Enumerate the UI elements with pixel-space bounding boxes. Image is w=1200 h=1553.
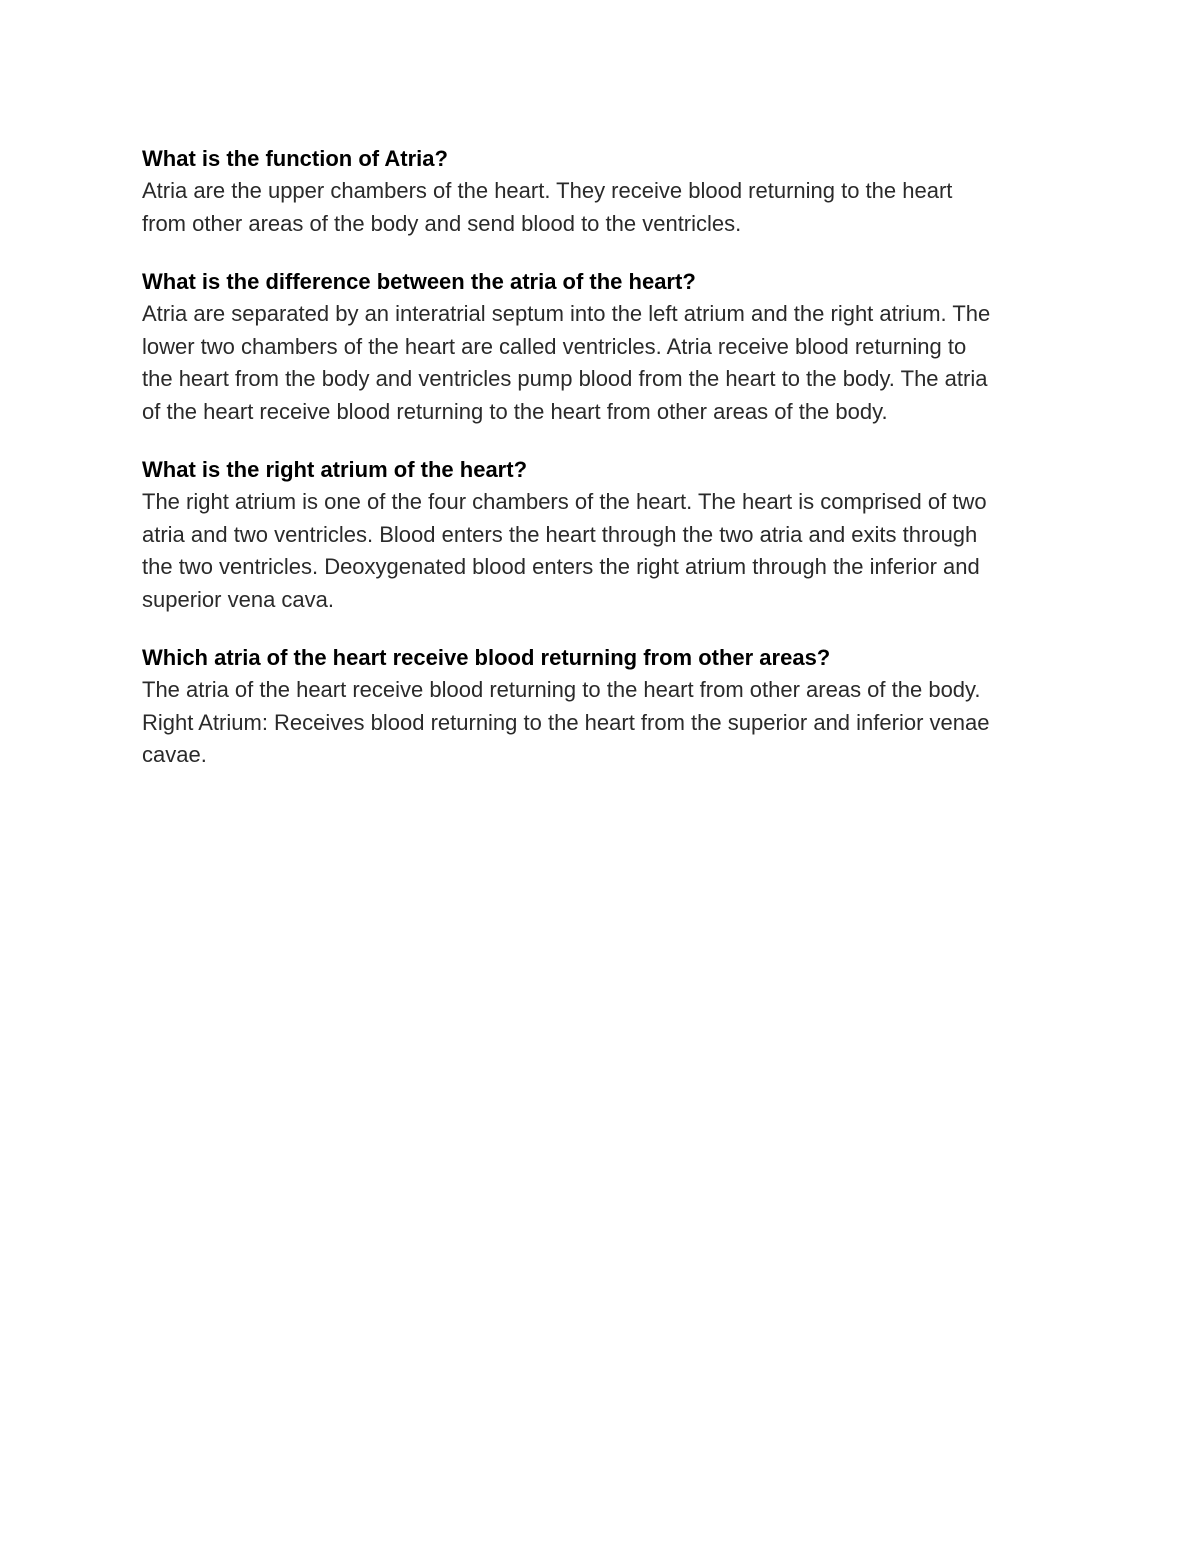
question-heading: Which atria of the heart receive blood returning from other areas? bbox=[142, 645, 831, 670]
answer-paragraph bbox=[142, 674, 1072, 772]
answer-line: the heart from the body and ventricles pump blood from the heart to the body. The atria bbox=[142, 366, 988, 391]
qa-section-atria-function bbox=[142, 143, 1072, 240]
answer-line: The right atrium is one of the four chambers of the heart. The heart is comprised of two bbox=[142, 489, 987, 514]
qa-section-right-atrium bbox=[142, 454, 1072, 616]
answer-paragraph bbox=[142, 298, 1072, 428]
document-page bbox=[142, 143, 1072, 798]
qa-section-receiving-atria bbox=[142, 642, 1072, 772]
answer-line: atria and two ventricles. Blood enters the heart through the two atria and exits through bbox=[142, 521, 978, 547]
answer-line: superior vena cava. bbox=[142, 586, 334, 612]
answer-paragraph bbox=[142, 175, 1072, 240]
answer-line: lower two chambers of the heart are called ventricles. Atria receive blood returning to bbox=[142, 333, 967, 359]
question-heading: What is the function of Atria? bbox=[142, 146, 448, 171]
answer-paragraph bbox=[142, 486, 1072, 616]
answer-line: Atria are the upper chambers of the heart. They receive blood returning to the heart bbox=[142, 178, 953, 203]
answer-line: the two ventricles. Deoxygenated blood enters the right atrium through the inferior and bbox=[142, 554, 980, 579]
answer-line: from other areas of the body and send blood to the ventricles. bbox=[142, 210, 742, 236]
answer-line: Right Atrium: Receives blood returning to the heart from the superior and inferior venae bbox=[142, 709, 990, 735]
answer-line: cavae. bbox=[142, 742, 207, 767]
answer-line: The atria of the heart receive blood returning to the heart from other areas of the body. bbox=[142, 677, 981, 702]
question-heading: What is the right atrium of the heart? bbox=[142, 457, 528, 482]
answer-line: Atria are separated by an interatrial septum into the left atrium and the right atrium. The bbox=[142, 301, 991, 326]
answer-line: of the heart receive blood returning to the heart from other areas of the body. bbox=[142, 398, 888, 424]
qa-section-atria-difference bbox=[142, 266, 1072, 428]
question-heading: What is the difference between the atria of the heart? bbox=[142, 269, 696, 294]
